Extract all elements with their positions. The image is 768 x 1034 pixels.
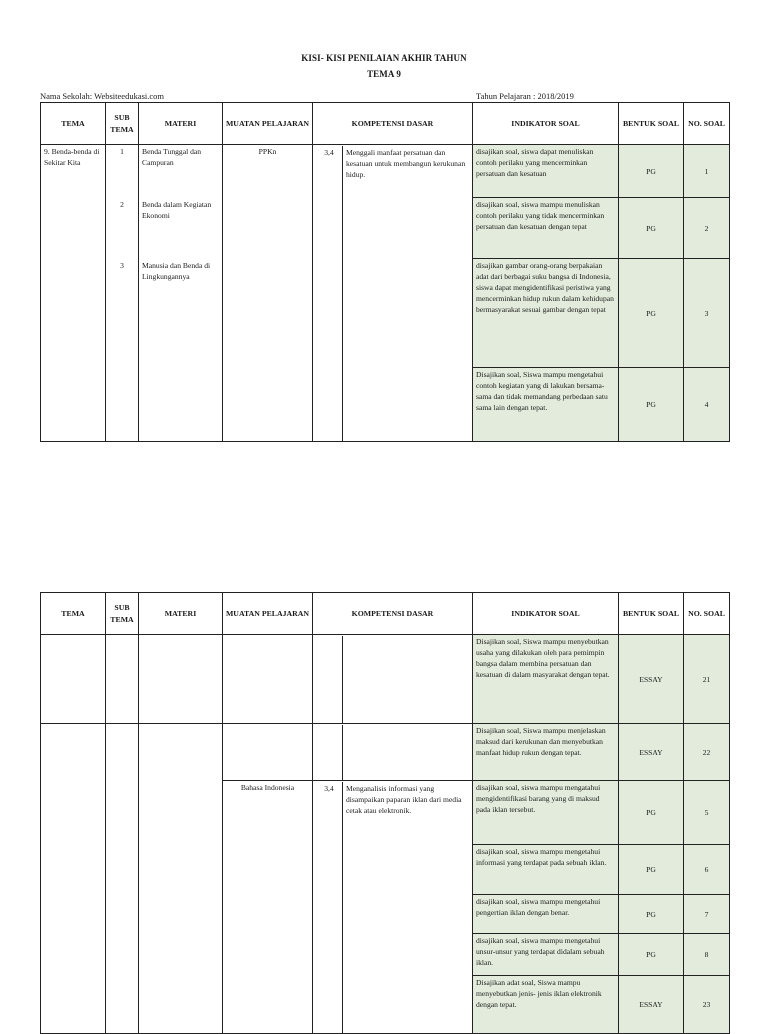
col-muatan: MUATAN PELAJARAN: [223, 103, 313, 145]
bentuk-cell: ESSAY: [619, 724, 684, 781]
materi-cell: [139, 724, 223, 1034]
muatan-cell: PPKn: [223, 145, 313, 442]
col-subtema: SUB TEMA: [106, 103, 139, 145]
school-name: Nama Sekolah: Websiteedukasi.com: [40, 91, 165, 101]
document-subtitle: TEMA 9: [367, 69, 401, 79]
col-muatan: MUATAN PELAJARAN: [223, 593, 313, 635]
col-indikator: INDIKATOR SOAL: [473, 103, 619, 145]
materi-cell: Benda Tunggal dan Campuran: [139, 145, 223, 198]
col-indikator: INDIKATOR SOAL: [473, 593, 619, 635]
kd-cell: [313, 635, 473, 724]
col-bentuk: BENTUK SOAL: [619, 593, 684, 635]
col-bentuk: BENTUK SOAL: [619, 103, 684, 145]
header-row: [41, 593, 730, 635]
indikator-cell: disajikan soal, siswa mampu menuliskan contoh perilaku yang tidak mencerminkan persatuan dan kesatuan dengan tepat: [473, 198, 619, 259]
muatan-cell: [223, 635, 313, 724]
kd-cell: [313, 781, 473, 1034]
bentuk-cell: PG: [619, 368, 684, 442]
kd-text: Menganalisis informasi yang disampaikan paparan iklan dari media cetak atau elektronik.: [342, 782, 469, 1034]
subtema-cell: 2: [106, 198, 139, 259]
no-cell: 22: [684, 724, 730, 781]
document-title: KISI- KISI PENILAIAN AKHIR TAHUN: [301, 53, 467, 63]
kd-number: 3,4: [324, 784, 334, 793]
bentuk-cell: PG: [619, 845, 684, 895]
tema-cell: [41, 635, 106, 724]
col-tema: TEMA: [41, 593, 106, 635]
kd-cell: [313, 724, 473, 781]
no-cell: 4: [684, 368, 730, 442]
no-cell: 21: [684, 635, 730, 724]
subtema-cell: 1: [106, 145, 139, 198]
materi-cell: Manusia dan Benda di Lingkungannya: [139, 259, 223, 442]
subtema-cell: 3: [106, 259, 139, 442]
school-year: Tahun Pelajaran : 2018/2019: [476, 91, 574, 101]
indikator-cell: disajikan soal, siswa mampu mengetahui informasi yang terdapat pada sebuah iklan.: [473, 845, 619, 895]
indikator-cell: disajikan gambar orang-orang berpakaian adat dari berbagai suku bangsa di Indonesia, siswa dapat mengidentifikasi peristiwa yang mencerminkan hidup rukun dalam kehidupan bermasyarakat sesuai gambar dengan tepat: [473, 259, 619, 368]
indikator-cell: Disajikan adat soal, Siswa mampu menyebutkan jenis- jenis iklan elektronik dengan tepat.: [473, 975, 619, 1033]
col-kd: KOMPETENSI DASAR: [313, 103, 473, 145]
no-cell: 6: [684, 845, 730, 895]
no-cell: 5: [684, 781, 730, 845]
indikator-cell: Disajikan soal, Siswa mampu menjelaskan maksud dari kerukunan dan menyebutkan manfaat hidup rukun dengan tepat.: [473, 724, 619, 781]
table-row: [41, 635, 730, 724]
col-kd: KOMPETENSI DASAR: [313, 593, 473, 635]
bentuk-cell: ESSAY: [619, 975, 684, 1033]
indikator-cell: Disajikan soal, Siswa mampu mengetahui contoh kegiatan yang di lakukan bersama- sama dan tidak memandang perbedaan satu sama lain dengan tepat.: [473, 368, 619, 442]
no-cell: 8: [684, 934, 730, 975]
kd-number: 3,4: [324, 148, 334, 157]
indikator-cell: disajikan soal, siswa mampu mengatahui mengidentifikasi barang yang di maksud pada iklan tersebut.: [473, 781, 619, 845]
col-materi: MATERI: [139, 103, 223, 145]
subtema-cell: [106, 724, 139, 1034]
no-cell: 2: [684, 198, 730, 259]
bentuk-cell: PG: [619, 895, 684, 934]
table-row: [41, 724, 730, 781]
indikator-cell: Disajikan soal, Siswa mampu menyebutkan usaha yang dilakukan oleh para pemimpin bangsa dalam membina persatuan dan kesatuan di dalam masyarakat dengan tepat.: [473, 635, 619, 724]
header-row: [41, 103, 730, 145]
bentuk-cell: PG: [619, 934, 684, 975]
kisi-table-2: [40, 592, 730, 1034]
tema-cell: 9. Benda-benda di Sekitar Kita: [41, 145, 106, 442]
bentuk-cell: ESSAY: [619, 635, 684, 724]
indikator-cell: disajikan soal, siswa mampu mengetahui pengertian iklan dengan benar.: [473, 895, 619, 934]
no-cell: 3: [684, 259, 730, 368]
bentuk-cell: PG: [619, 781, 684, 845]
no-cell: 7: [684, 895, 730, 934]
tema-cell: [41, 724, 106, 1034]
materi-cell: Benda dalam Kegiatan Ekonomi: [139, 198, 223, 259]
col-no: NO. SOAL: [684, 103, 730, 145]
bentuk-cell: PG: [619, 198, 684, 259]
indikator-cell: disajikan soal, siswa dapat menuliskan contoh perilaku yang mencerminkan persatuan dan kesatuan: [473, 145, 619, 198]
col-no: NO. SOAL: [684, 593, 730, 635]
muatan-cell: Bahasa Indonesia: [223, 781, 313, 1034]
col-materi: MATERI: [139, 593, 223, 635]
col-subtema: SUB TEMA: [106, 593, 139, 635]
kd-cell: [313, 145, 473, 442]
kd-text: Menggali manfaat persatuan dan kesatuan untuk membangun kerukunan hidup.: [342, 146, 469, 442]
col-tema: TEMA: [41, 103, 106, 145]
bentuk-cell: PG: [619, 259, 684, 368]
materi-cell: [139, 635, 223, 724]
no-cell: 1: [684, 145, 730, 198]
no-cell: 23: [684, 975, 730, 1033]
kisi-table-1: [40, 102, 730, 442]
subtema-cell: [106, 635, 139, 724]
table-row: [41, 145, 730, 198]
muatan-cell: [223, 724, 313, 781]
bentuk-cell: PG: [619, 145, 684, 198]
indikator-cell: disajikan soal, siswa mampu mengetahui unsur-unsur yang terdapat didalam sebuah iklan.: [473, 934, 619, 975]
